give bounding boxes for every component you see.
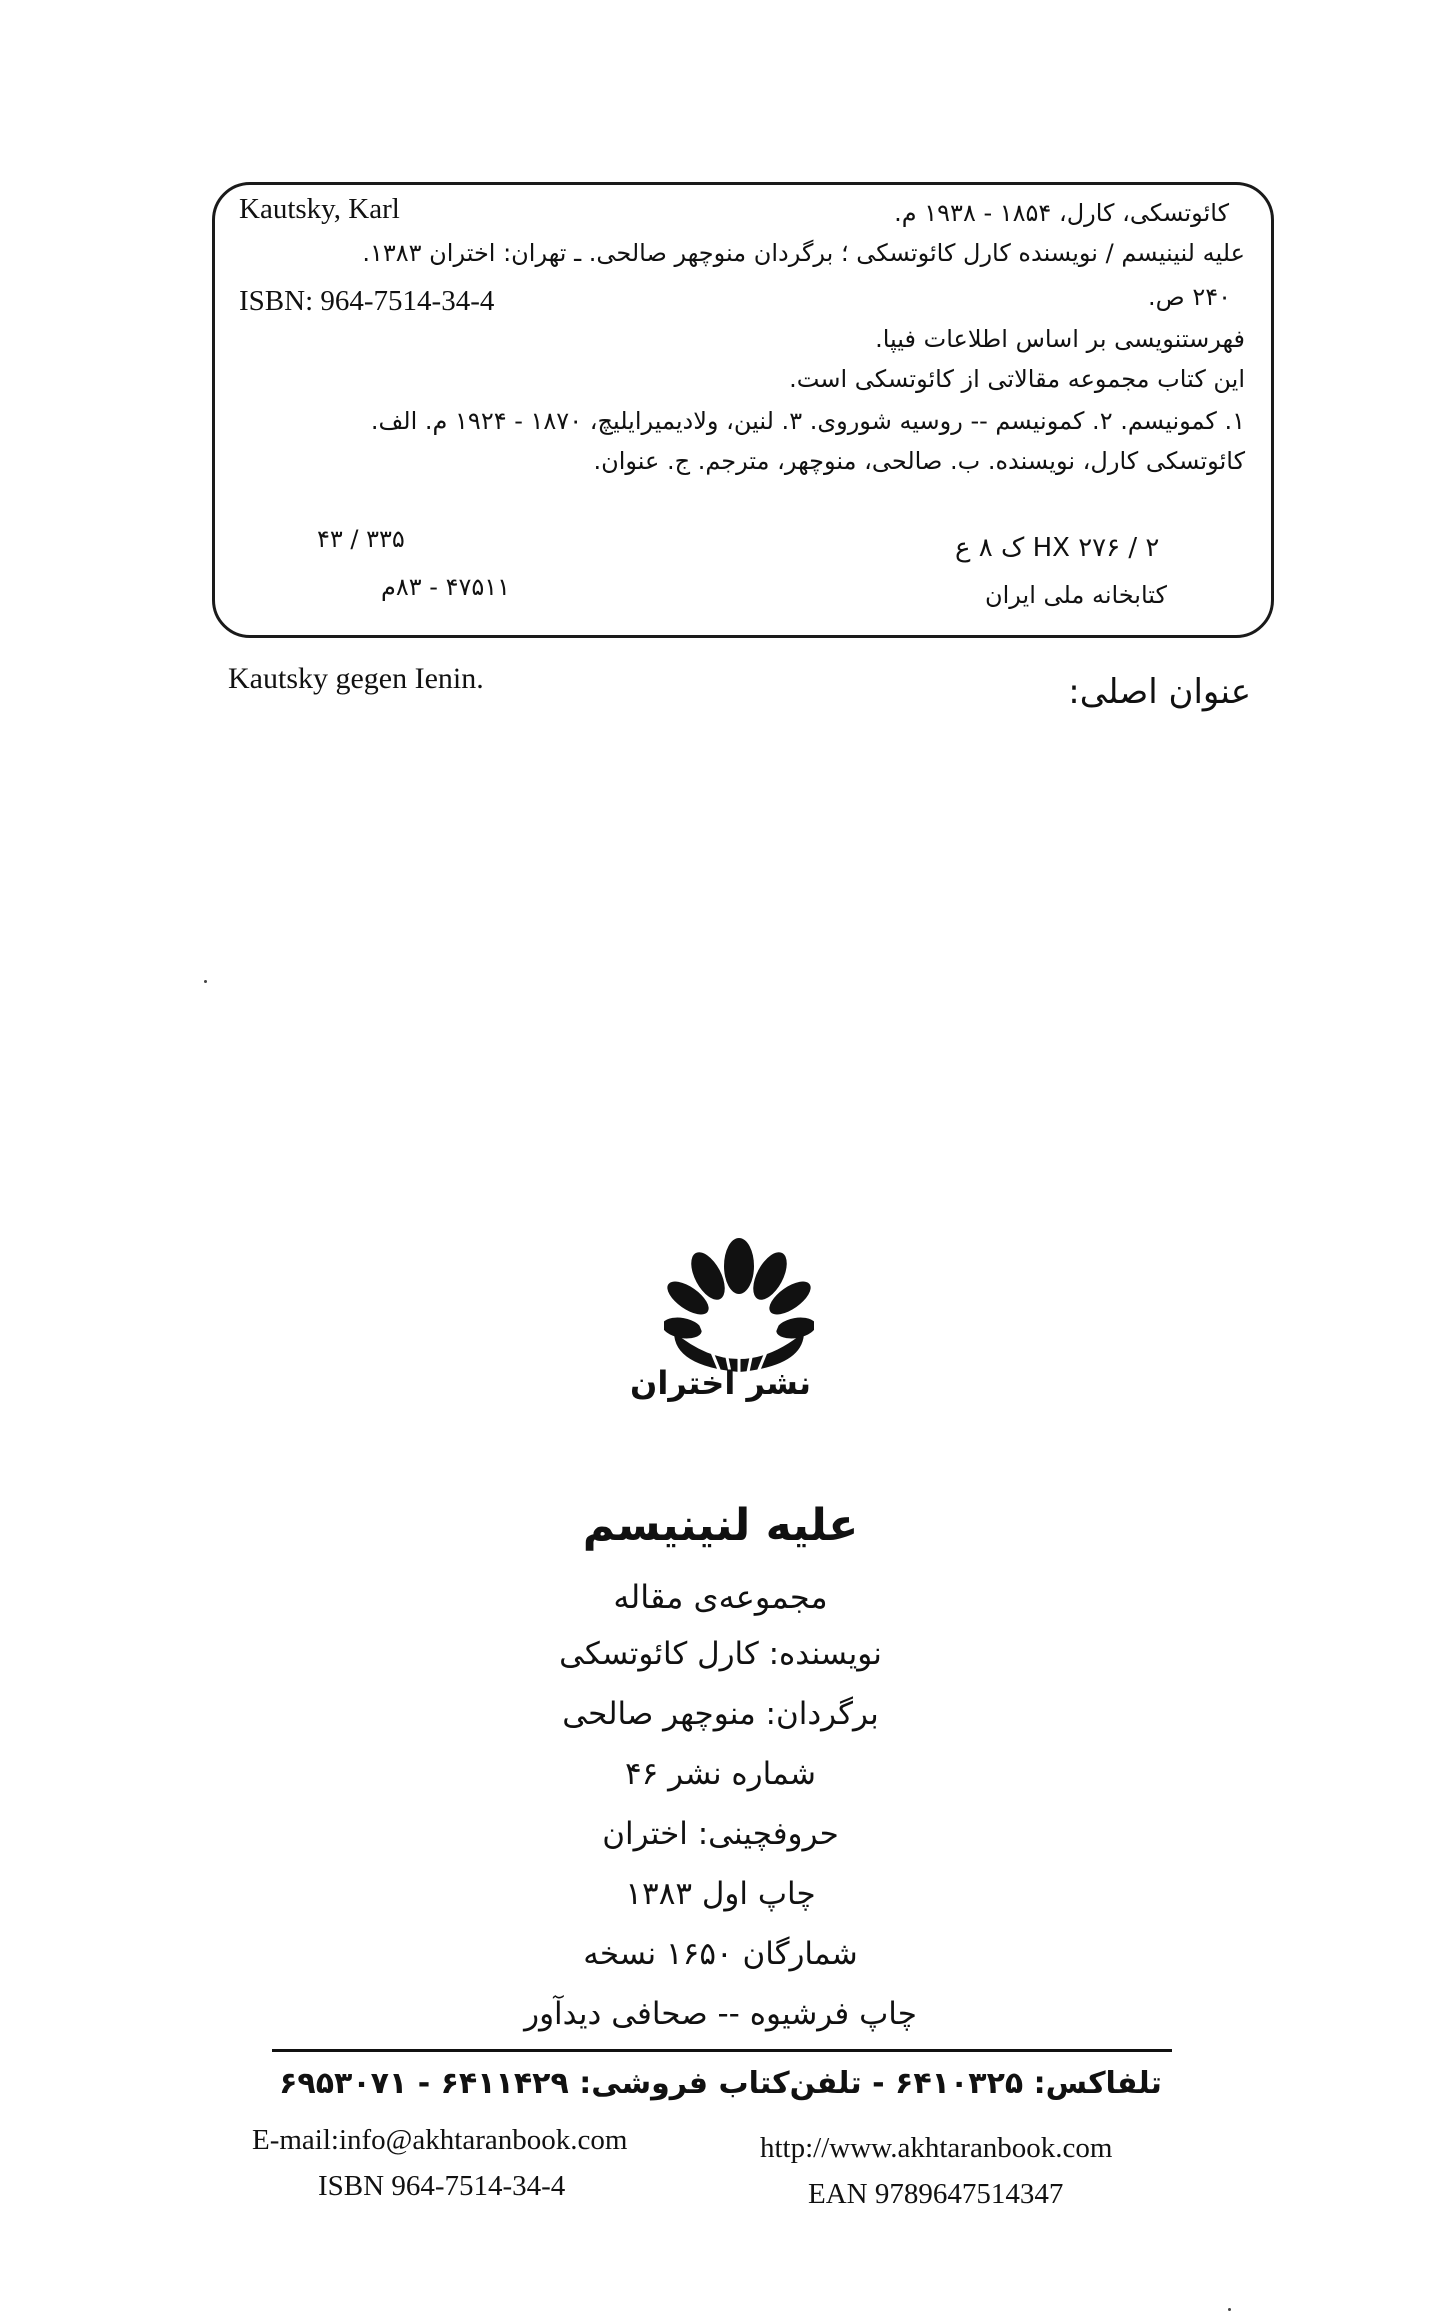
- book-translator: برگردان: منوچهر صالحی: [562, 1696, 879, 1732]
- cip-text-block: [245, 199, 1245, 529]
- contact-email[interactable]: E-mail:info@akhtaranbook.com: [252, 2124, 628, 2156]
- cip-line-author: کائوتسکی، کارل، ۱۸۵۴ - ۱۹۳۸ م.: [894, 199, 1229, 227]
- book-author: نویسنده: کارل کائوتسکی: [559, 1636, 882, 1672]
- cip-lc-number: HX ۲۷۶ / ۲ ک ۸ ع: [955, 533, 1160, 563]
- sunburst-logo-icon: [664, 1236, 814, 1376]
- contact-phones: تلفاکس: ۶۴۱۰۳۲۵ - تلفن‌کتاب فروشی: ۶۴۱۱۴۲۹ - ۶۹۵۳۰۷۱: [279, 2066, 1162, 2101]
- contact-website[interactable]: http://www.akhtaranbook.com: [760, 2132, 1113, 2164]
- cip-national-number: ۴۷۵۱۱ - ۸۳م: [381, 573, 511, 601]
- cip-line-note-1: فهرستنویسی بر اساس اطلاعات فیپا.: [875, 325, 1245, 353]
- book-typesetting: حروفچینی: اختران: [602, 1816, 839, 1852]
- cip-dewey: ۳۳۵ / ۴۳: [317, 525, 405, 553]
- book-publication-number: شماره نشر ۴۶: [625, 1756, 816, 1792]
- scan-speck: [204, 980, 207, 983]
- divider: [272, 2049, 1172, 2052]
- cip-line-subjects: ۱. کمونیسم. ۲. کمونیسم -- روسیه شوروی. ۳. لنین، ولادیمیرایلیچ، ۱۸۷۰ - ۱۹۲۴ م. الف.: [370, 407, 1245, 435]
- original-title-value: Kautsky gegen Ienin.: [228, 662, 484, 695]
- cip-line-title: علیه لنینیسم / نویسنده کارل کائوتسکی ؛ برگردان منوچهر صالحی. ـ تهران: اختران ۱۳۸۳.: [362, 239, 1245, 267]
- publisher-name: نشر اختران: [630, 1364, 811, 1402]
- contact-isbn: ISBN 964-7514-34-4: [318, 2170, 566, 2202]
- cip-line-entries: کائوتسکی کارل، نویسنده. ب. صالحی، منوچهر، مترجم. ج. عنوان.: [593, 447, 1245, 475]
- cip-catalog-box: [212, 182, 1274, 638]
- book-subtitle: مجموعه‌ی مقاله: [613, 1578, 828, 1616]
- cip-line-note-2: این کتاب مجموعه مقالاتی از کائوتسکی است.: [789, 365, 1245, 393]
- scan-speck: [1228, 2308, 1231, 2311]
- book-printing: چاپ فرشیوه -- صحافی دیدآور: [524, 1996, 917, 2032]
- book-print-run: شمارگان ۱۶۵۰ نسخه: [583, 1936, 858, 1972]
- cip-isbn: ISBN: 964-7514-34-4: [239, 285, 495, 317]
- book-title: علیه لنینیسم: [582, 1500, 859, 1551]
- contact-ean: EAN 9789647514347: [808, 2178, 1064, 2210]
- cip-latin-name: Kautsky, Karl: [239, 193, 400, 225]
- original-title-label: عنوان اصلی:: [1068, 672, 1251, 712]
- book-edition: چاپ اول ۱۳۸۳: [625, 1876, 816, 1912]
- cip-library: کتابخانه ملی ایران: [985, 581, 1167, 609]
- cip-line-pages: ۲۴۰ ص.: [1148, 283, 1231, 311]
